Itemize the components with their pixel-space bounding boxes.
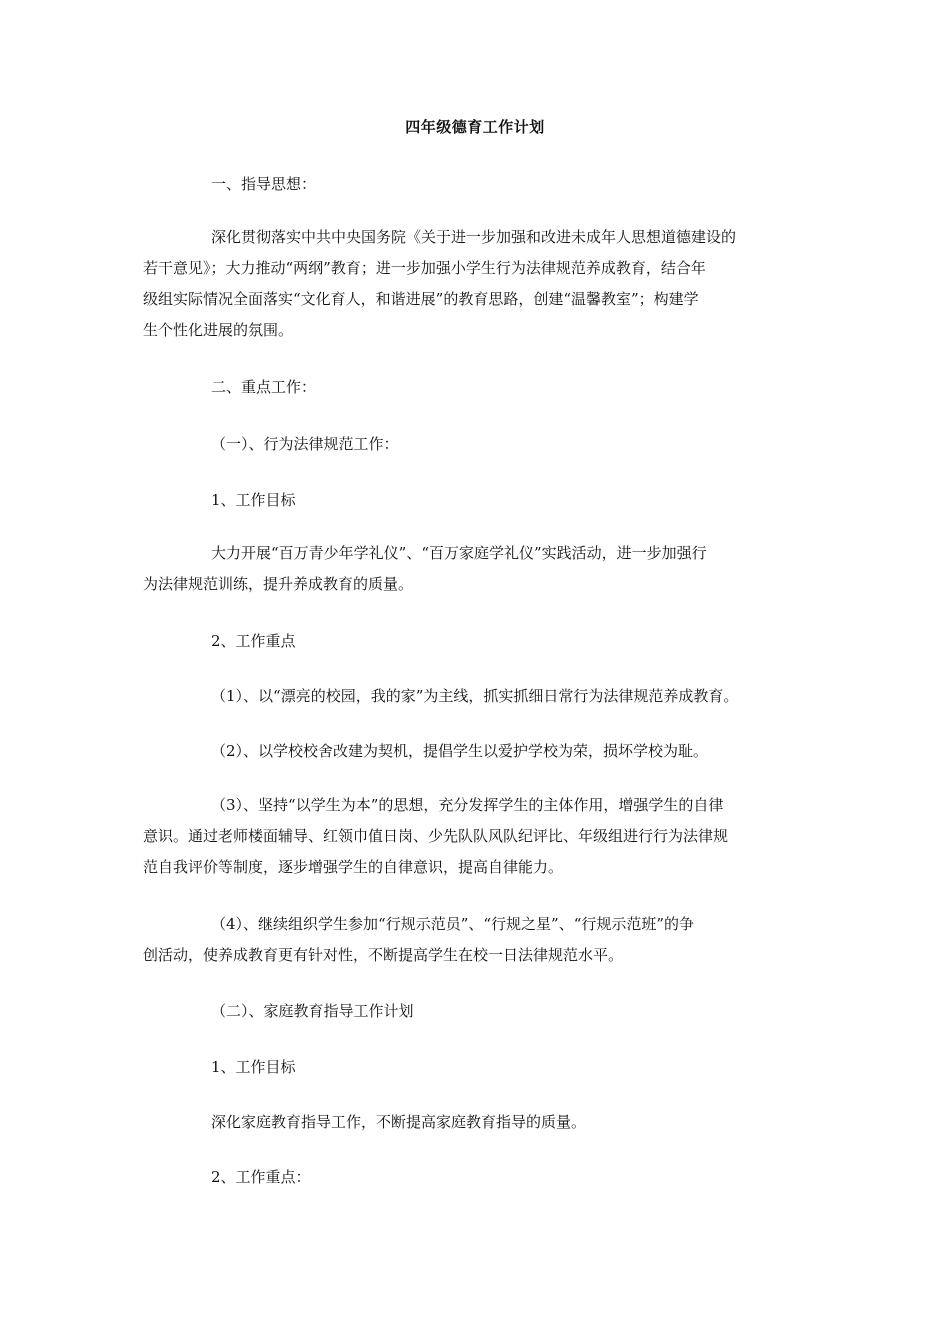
document-title: 四年级德育工作计划	[405, 118, 545, 136]
focus-item-2: （2）、以学校校舍改建为契机，提倡学生以爱护学校为荣，损坏学校为耻。	[211, 742, 709, 760]
subsection-1-goal-paragraph	[143, 538, 823, 600]
paragraph-line: 大力开展“百万青少年学礼仪”、“百万家庭学礼仪”实践活动，进一步加强行	[211, 544, 707, 562]
paragraph-line: 为法律规范训练，提升养成教育的质量。	[143, 575, 414, 593]
paragraph-line: （4）、继续组织学生参加“行规示范员”、“行规之星”、“行规示范班”的争	[211, 915, 695, 933]
subsection-2-focus-heading: 2、工作重点：	[211, 1168, 311, 1186]
paragraph-line: 创活动，使养成教育更有针对性，不断提高学生在校一日法律规范水平。	[143, 946, 624, 964]
focus-item-3	[143, 790, 823, 883]
paragraph-line: 生个性化进展的氛围。	[143, 321, 294, 339]
paragraph-line: 意识。通过老师楼面辅导、红领巾值日岗、少先队队风队纪评比、年级组进行行为法律规	[143, 827, 729, 845]
section-2-heading: 二、重点工作：	[211, 378, 317, 396]
paragraph-line: 深化贯彻落实中共中央国务院《关于进一步加强和改进未成年人思想道德建设的	[211, 228, 737, 246]
paragraph-line: 级组实际情况全面落实“文化育人，和谐进展”的教育思路，创建“温馨教室”；构建学	[143, 290, 699, 308]
subsection-2-heading: （二）、家庭教育指导工作计划	[211, 1002, 414, 1020]
section-1-heading: 一、指导思想：	[211, 175, 317, 193]
subsection-1-goal-heading: 1、工作目标	[211, 491, 296, 509]
focus-item-4	[143, 909, 823, 971]
subsection-1-focus-heading: 2、工作重点	[211, 632, 296, 650]
subsection-2-goal-paragraph: 深化家庭教育指导工作，不断提高家庭教育指导的质量。	[211, 1113, 587, 1131]
subsection-2-goal-heading: 1、工作目标	[211, 1058, 296, 1076]
paragraph-line: 若干意见》；大力推动“两纲”教育；进一步加强小学生行为法律规范养成教育，结合年	[143, 259, 706, 277]
paragraph-line: （3）、坚持“以学生为本”的思想，充分发挥学生的主体作用，增强学生的自律	[211, 796, 724, 814]
focus-item-1: （1）、以“漂亮的校园，我的家”为主线，抓实抓细日常行为法律规范养成教育。	[211, 687, 739, 705]
section-1-paragraph	[143, 222, 823, 346]
subsection-1-heading: （一）、行为法律规范工作：	[211, 435, 399, 453]
paragraph-line: 范自我评价等制度，逐步增强学生的自律意识，提高自律能力。	[143, 858, 564, 876]
